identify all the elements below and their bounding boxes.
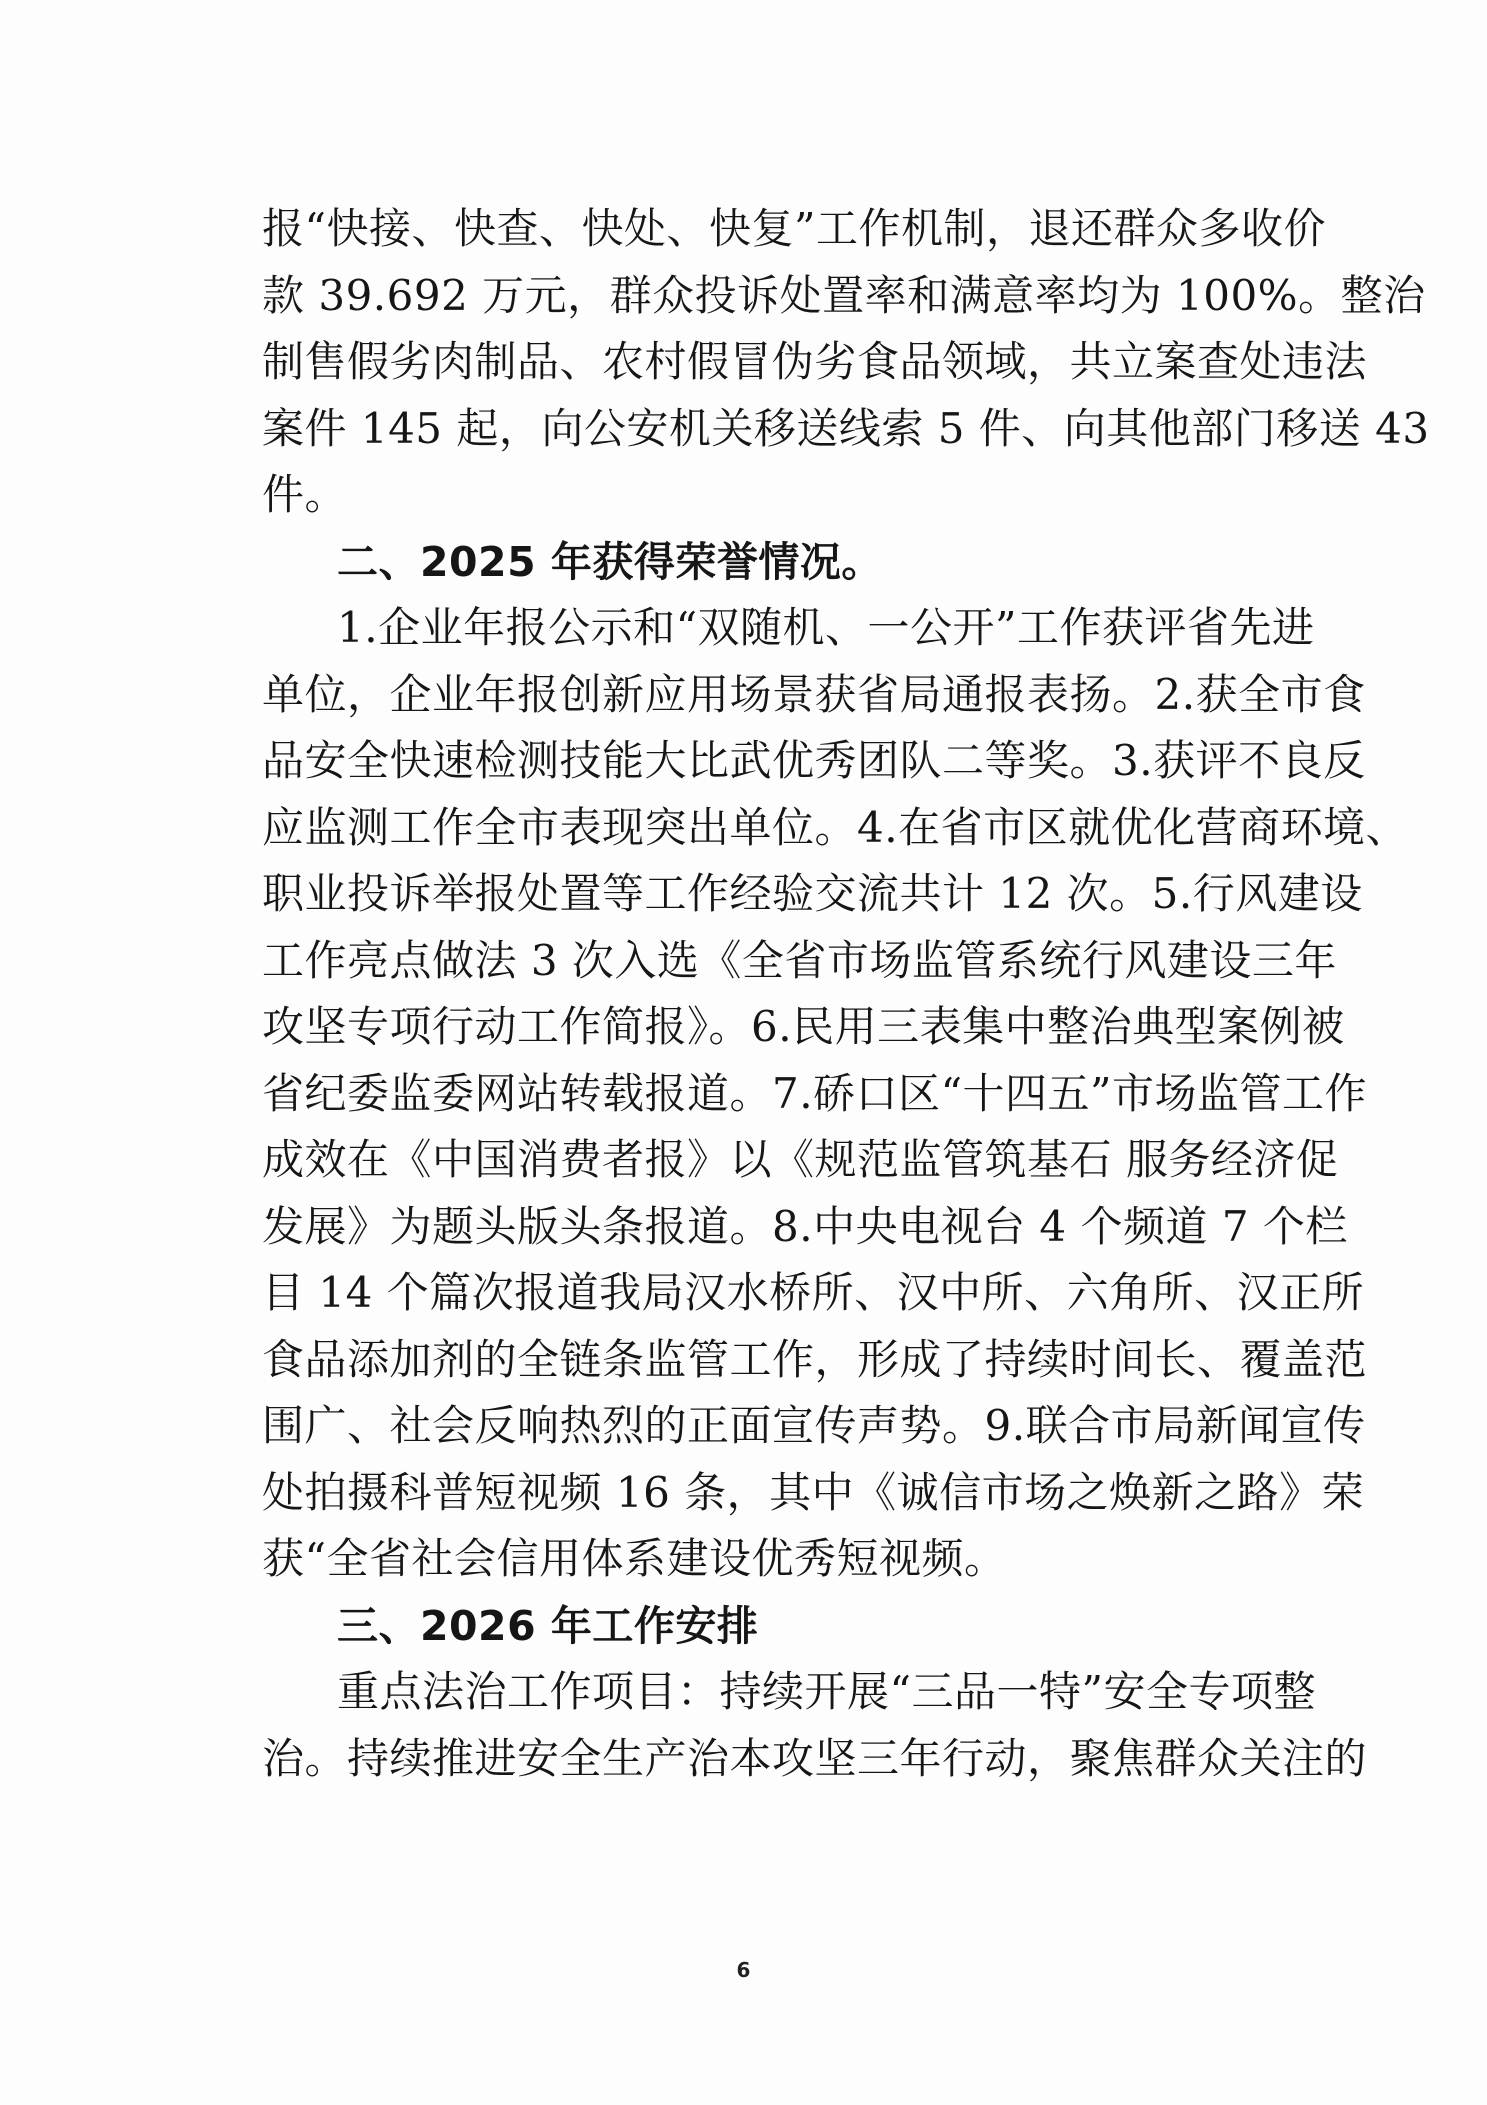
text-line: 案件 145 起，向公安机关移送线索 5 件、向其他部门移送 43 — [262, 403, 1430, 453]
page-number: 6 — [736, 1958, 751, 1982]
text-line: 制售假劣肉制品、农村假冒伪劣食品领域，共立案查处违法 — [262, 337, 1368, 386]
text-line: 工作亮点做法 3 次入选《全省市场监管系统行风建设三年 — [262, 935, 1337, 985]
text-line: 食品添加剂的全链条监管工作，形成了持续时间长、覆盖范 — [262, 1334, 1368, 1384]
text-line: 获“全省社会信用体系建设优秀短视频。 — [262, 1534, 1007, 1583]
text-line: 品安全快速检测技能大比武优秀团队二等奖。3.获评不良反 — [262, 736, 1366, 785]
text-line: 发展》为题头版头条报道。8.中央电视台 4 个频道 7 个栏 — [262, 1201, 1348, 1251]
text-line: 报“快接、快查、快处、快复”工作机制，退还群众多收价 — [262, 204, 1326, 253]
text-line: 件。 — [262, 470, 348, 519]
text-line: 款 39.692 万元，群众投诉处置率和满意率均为 100%。整治 — [262, 270, 1426, 320]
section-heading: 二、2025 年获得荣誉情况。 — [337, 537, 883, 586]
text-line: 应监测工作全市表现突出单位。4.在省市区就优化营商环境、 — [262, 802, 1409, 852]
section-heading: 三、2026 年工作安排 — [337, 1601, 759, 1650]
text-line: 治。持续推进安全生产治本攻坚三年行动，聚焦群众关注的 — [262, 1733, 1368, 1783]
text-line: 攻坚专项行动工作简报》。6.民用三表集中整治典型案例被 — [262, 1002, 1345, 1051]
text-line: 围广、社会反响热烈的正面宣传声势。9.联合市局新闻宣传 — [262, 1401, 1366, 1450]
text-line: 成效在《中国消费者报》以《规范监管筑基石 服务经济促 — [262, 1135, 1339, 1184]
body-text — [262, 196, 1430, 1792]
text-line: 省纪委监委网站转载报道。7.硚口区“十四五”市场监管工作 — [262, 1068, 1368, 1118]
text-line: 处拍摄科普短视频 16 条，其中《诚信市场之焕新之路》荣 — [262, 1467, 1365, 1517]
text-line: 职业投诉举报处置等工作经验交流共计 12 次。5.行风建设 — [262, 869, 1363, 918]
text-line: 单位，企业年报创新应用场景获省局通报表扬。2.获全市食 — [262, 669, 1366, 719]
text-line: 目 14 个篇次报道我局汉水桥所、汉中所、六角所、汉正所 — [262, 1268, 1365, 1317]
text-line: 重点法治工作项目：持续开展“三品一特”安全专项整 — [337, 1667, 1316, 1716]
text-line: 1.企业年报公示和“双随机、一公开”工作获评省先进 — [337, 603, 1315, 652]
